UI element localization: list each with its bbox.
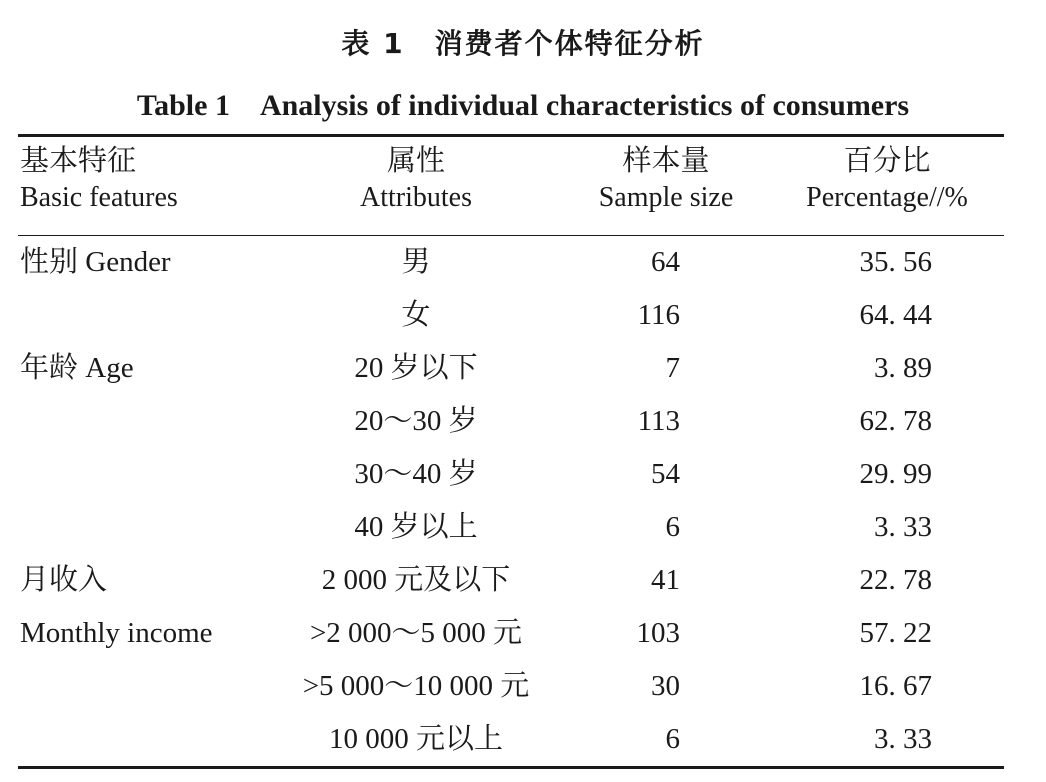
table-row (0, 554, 1046, 607)
sample-size-cell: 54 (651, 458, 680, 490)
sample-size-cell: 6 (665, 511, 680, 543)
percentage-cell: 22. 78 (859, 564, 932, 596)
header-percentage-en: Percentage//% (806, 182, 968, 213)
header-basic-features-en: Basic features (20, 182, 178, 213)
sample-size-cell: 30 (651, 670, 680, 702)
bottom-rule (18, 766, 1004, 769)
header-attributes (316, 143, 516, 213)
header-sample-size-en: Sample size (598, 182, 734, 213)
table-row (0, 236, 1046, 289)
table-row (0, 395, 1046, 448)
attribute-cell: 40 岁以上 (354, 511, 478, 543)
table-row (0, 342, 1046, 395)
sample-size-cell: 64 (651, 246, 680, 278)
percentage-cell: 64. 44 (859, 299, 932, 331)
sample-size-cell: 113 (637, 405, 680, 437)
feature-cell: 月收入 (20, 564, 108, 596)
percentage-cell: 3. 33 (874, 511, 932, 543)
sample-size-cell: 6 (665, 723, 680, 755)
attribute-cell: >2 000～5 000 元 (309, 617, 523, 649)
table-title-chinese: 表 1 消费者个体特征分析 (341, 27, 705, 60)
attribute-cell: 女 (401, 299, 431, 331)
header-sample-size-cn: 样本量 (622, 143, 710, 177)
percentage-cell: 57. 22 (859, 617, 932, 649)
sample-size-cell: 103 (636, 617, 680, 649)
header-basic-features-cn: 基本特征 (20, 143, 137, 177)
table-row (0, 660, 1046, 713)
attribute-cell: 男 (401, 246, 431, 278)
header-attributes-cn: 属性 (386, 143, 445, 177)
attribute-cell: 2 000 元及以下 (321, 564, 511, 596)
table-row (0, 448, 1046, 501)
sample-size-cell: 7 (665, 352, 680, 384)
percentage-cell: 16. 67 (859, 670, 932, 702)
attribute-cell: >5 000～10 000 元 (302, 670, 530, 702)
feature-cell: Monthly income (20, 617, 213, 649)
attribute-cell: 10 000 元以上 (328, 723, 503, 755)
table-row (0, 607, 1046, 660)
attribute-cell: 30～40 岁 (354, 458, 478, 490)
header-attributes-en: Attributes (360, 182, 472, 213)
header-sample-size (566, 143, 766, 213)
percentage-cell: 35. 56 (859, 246, 932, 278)
percentage-cell: 3. 33 (874, 723, 932, 755)
percentage-cell: 29. 99 (859, 458, 932, 490)
feature-cell: 性别 Gender (20, 246, 171, 278)
header-basic-features (20, 143, 178, 213)
sample-size-cell: 116 (637, 299, 680, 331)
table-row (0, 713, 1046, 766)
feature-cell: 年龄 Age (20, 352, 134, 384)
attribute-cell: 20～30 岁 (354, 405, 478, 437)
percentage-cell: 62. 78 (859, 405, 932, 437)
attribute-cell: 20 岁以下 (354, 352, 478, 384)
table-row (0, 289, 1046, 342)
table-row (0, 501, 1046, 554)
top-rule (18, 134, 1004, 137)
table-body (0, 236, 1046, 766)
header-percentage (770, 143, 1004, 213)
table-title-english: Table 1 Analysis of individual characteristics of consumers (136, 89, 910, 122)
header-percentage-cn: 百分比 (843, 143, 931, 177)
percentage-cell: 3. 89 (874, 352, 932, 384)
sample-size-cell: 41 (651, 564, 680, 596)
